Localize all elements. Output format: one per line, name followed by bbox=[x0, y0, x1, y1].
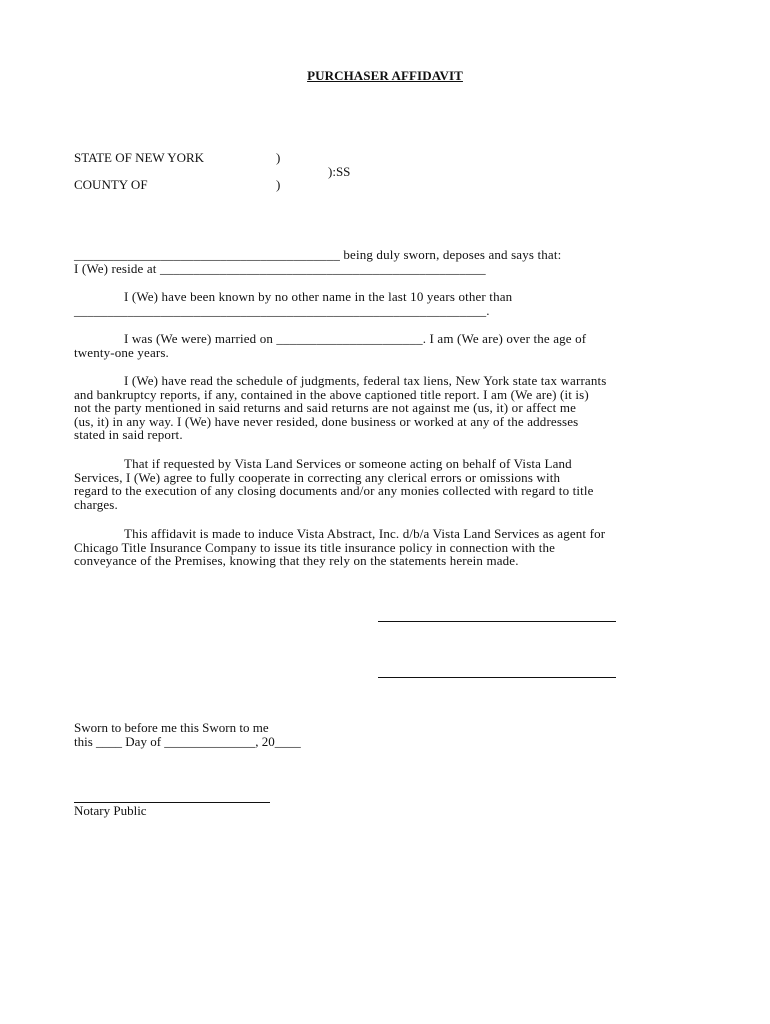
inducement-line: Chicago Title Insurance Company to issue its title insurance policy in connection with the bbox=[74, 539, 556, 555]
county-label: COUNTY OF bbox=[74, 177, 148, 192]
signature-line-1[interactable] bbox=[378, 621, 616, 622]
sworn-line-1: Sworn to before me this Sworn to me bbox=[74, 720, 269, 735]
cooperate-line: charges. bbox=[74, 496, 118, 512]
intro-line-1 bbox=[74, 248, 704, 262]
venue-paren-top: ) bbox=[276, 150, 281, 165]
venue-paren-bottom: ) bbox=[276, 177, 281, 192]
cooperate-line: regard to the execution of any closing documents and/or any monies collected with regard to title bbox=[74, 483, 594, 499]
inducement-paragraph bbox=[74, 527, 704, 568]
cooperate-paragraph bbox=[74, 457, 704, 511]
judgments-line: not the party mentioned in said returns and said returns are not against me (us, it) or affect me bbox=[74, 400, 577, 416]
married-line-2: twenty-one years. bbox=[74, 344, 169, 360]
judgments-line: I (We) have read the schedule of judgments, federal tax liens, New York state tax warrants bbox=[124, 373, 607, 388]
state-label: STATE OF NEW YORK bbox=[74, 150, 205, 165]
sworn-date-line[interactable]: this ____ Day of ______________, 20____ bbox=[74, 734, 301, 749]
signature-line-2[interactable] bbox=[378, 677, 616, 678]
document-title: PURCHASER AFFIDAVIT bbox=[307, 68, 463, 83]
judgments-line: and bankruptcy reports, if any, contained in the above captioned title report. I am (We are) (it is) bbox=[74, 386, 589, 402]
residence-line[interactable]: I (We) reside at _________________________________________________ bbox=[74, 260, 486, 276]
venue-ss: ):SS bbox=[328, 164, 351, 179]
cooperate-line: Services, I (We) agree to fully cooperate in correcting any clerical errors or omissions with bbox=[74, 469, 561, 485]
intro-block bbox=[74, 248, 704, 275]
inducement-line: This affidavit is made to induce Vista Abstract, Inc. d/b/a Vista Land Services as agent for bbox=[124, 526, 606, 541]
known-as-paragraph bbox=[74, 290, 704, 317]
cooperate-line: That if requested by Vista Land Services or someone acting on behalf of Vista Land bbox=[124, 456, 572, 471]
intro-sworn-text: being duly sworn, deposes and says that: bbox=[340, 247, 562, 262]
married-paragraph bbox=[74, 332, 704, 359]
known-as-blank-line[interactable]: ______________________________________________________________. bbox=[74, 302, 490, 318]
judgments-paragraph bbox=[74, 374, 704, 442]
deponent-name-blank[interactable]: ________________________________________ bbox=[74, 247, 340, 262]
judgments-line: (us, it) in any way. I (We) have never resided, done business or worked at any of the addresses bbox=[74, 413, 579, 429]
notary-public-label: Notary Public bbox=[74, 803, 147, 818]
known-as-line-1: I (We) have been known by no other name in the last 10 years other than bbox=[124, 289, 513, 304]
judgments-line: stated in said report. bbox=[74, 427, 183, 443]
married-line-1[interactable]: I was (We were) married on ______________________. I am (We are) over the age of bbox=[124, 331, 587, 346]
inducement-line: conveyance of the Premises, knowing that they rely on the statements herein made. bbox=[74, 553, 519, 569]
